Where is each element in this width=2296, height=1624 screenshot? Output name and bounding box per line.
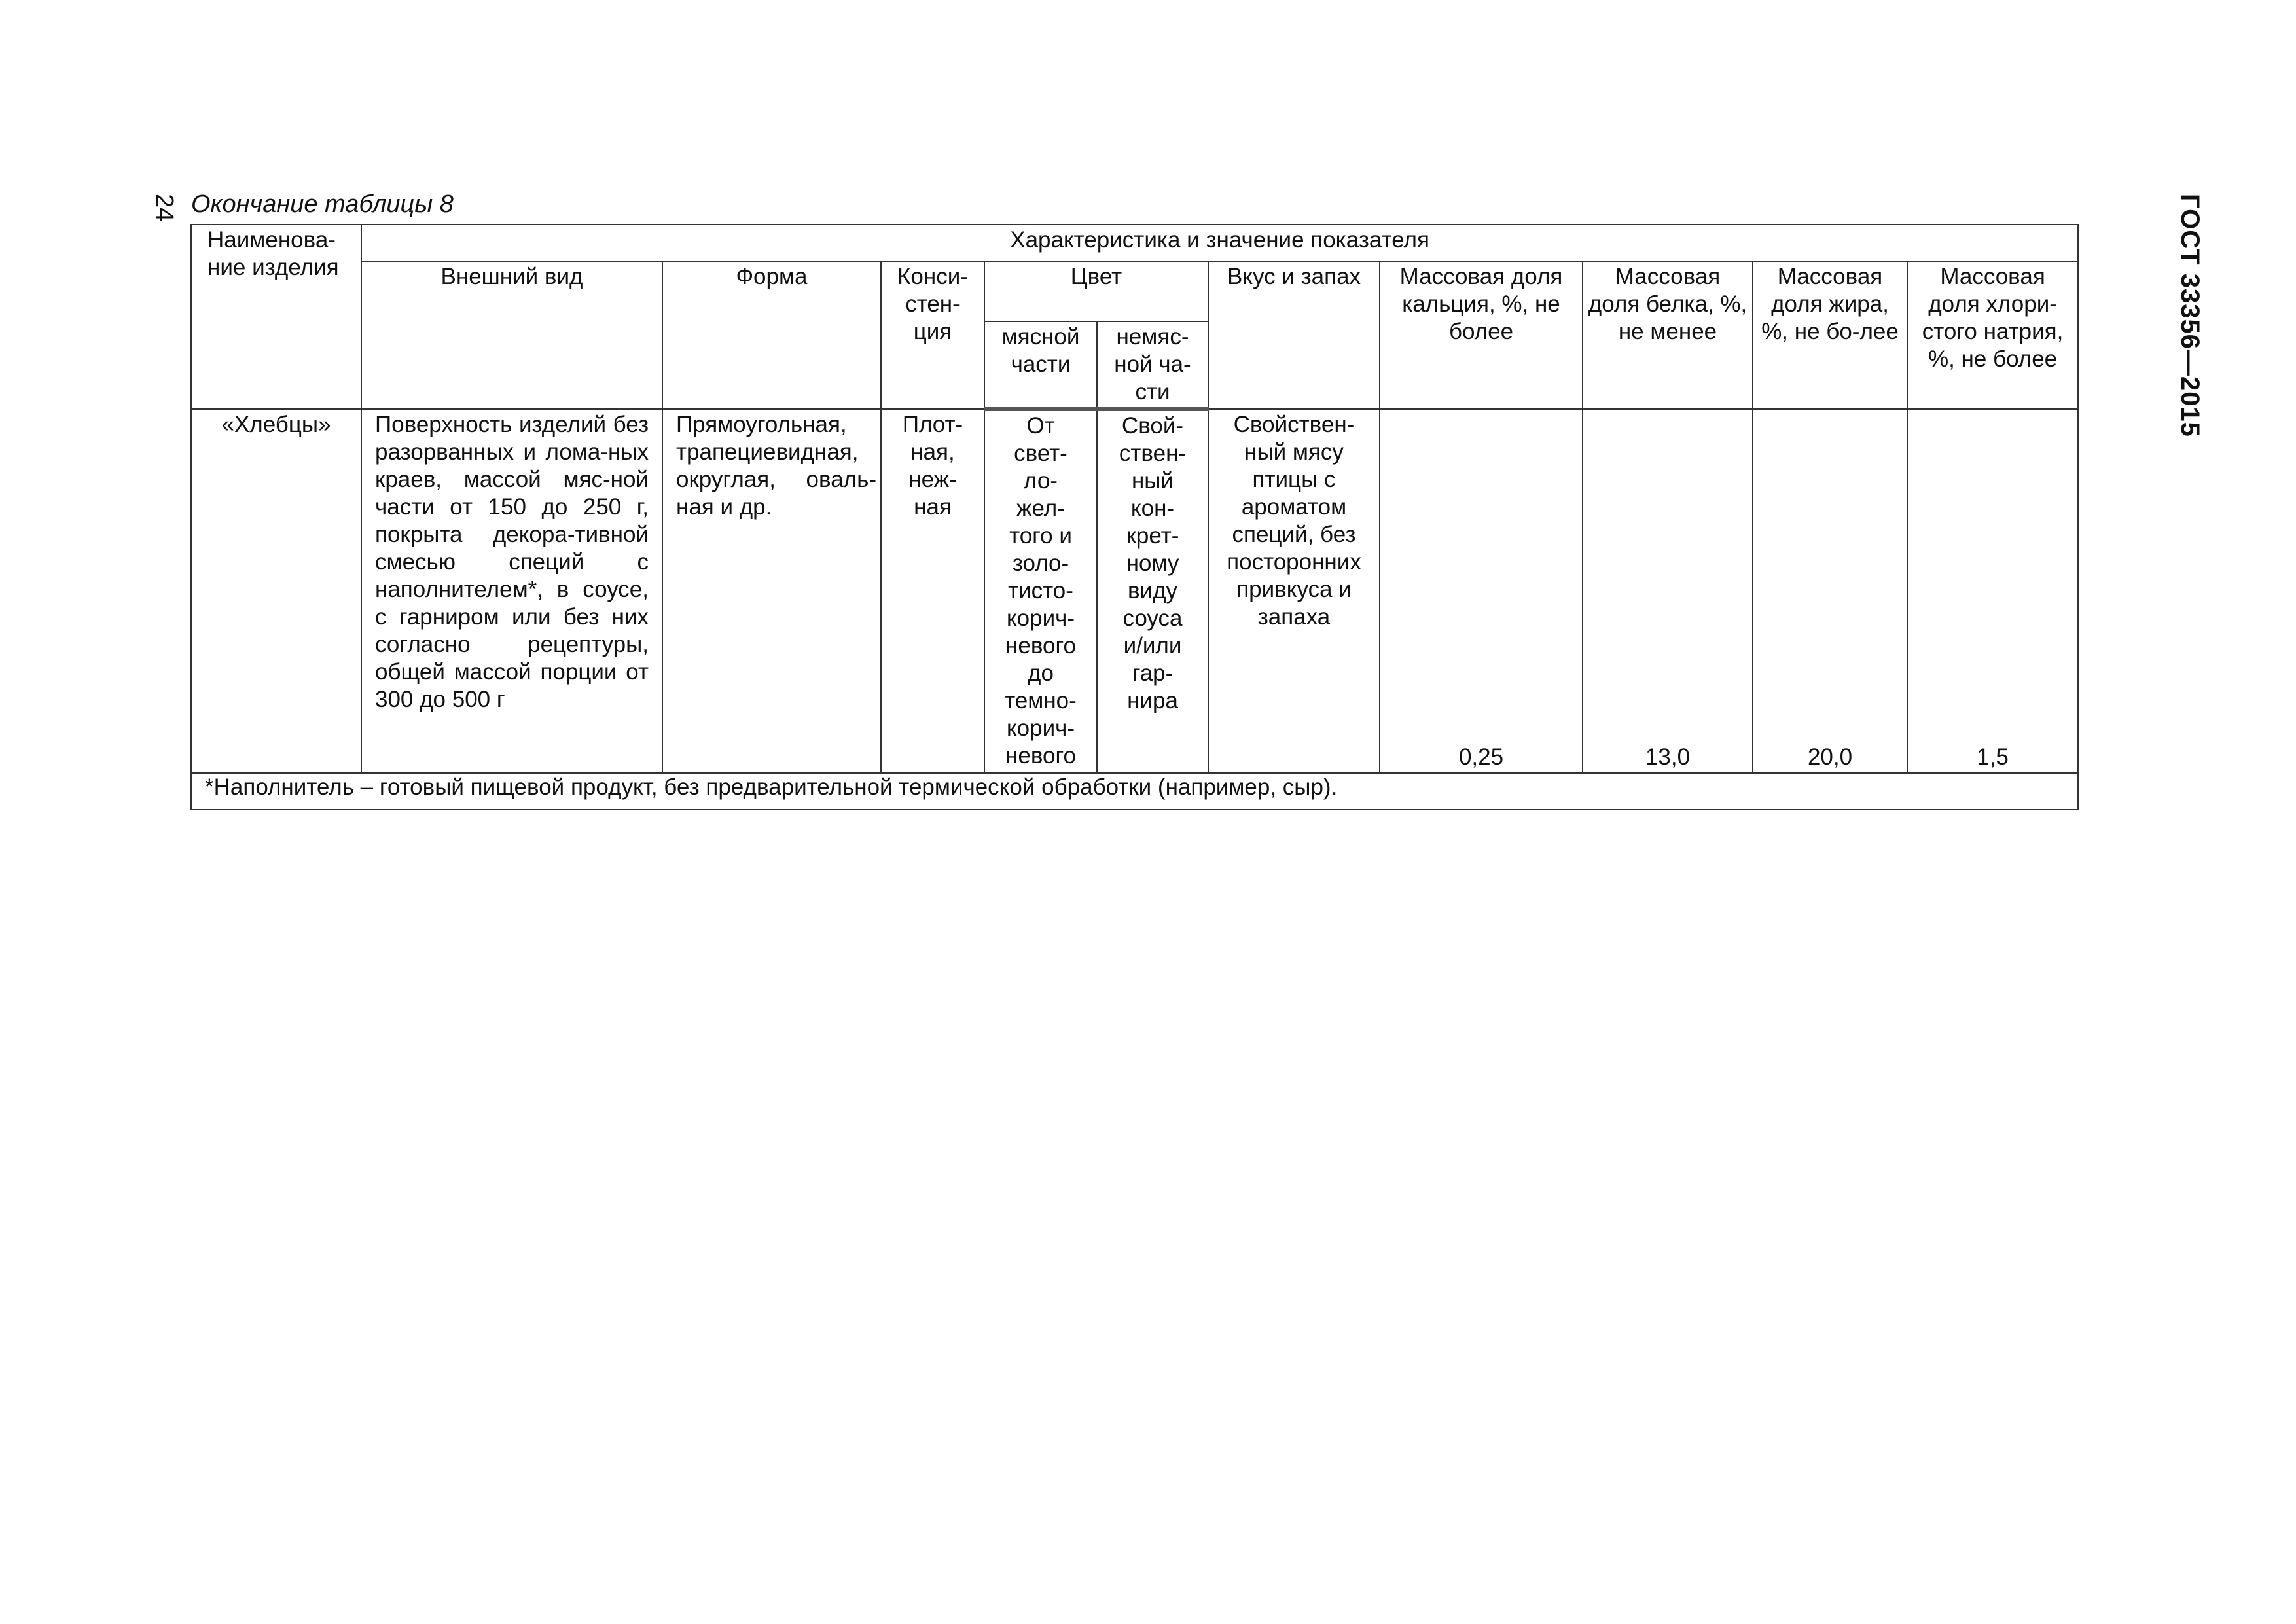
header-taste: Вкус и запах: [1208, 261, 1380, 409]
cell-product-name: «Хлебцы»: [191, 409, 361, 773]
cell-color-meat: От свет- ло- жел- того и золо- тисто- корич- невого до темно- корич- невого: [984, 409, 1097, 773]
header-salt: Массовая доля хлори-стого натрия, %, не более: [1907, 261, 2078, 409]
characteristics-table: [190, 224, 2079, 810]
cell-color-nonmeat: Свой- ствен- ный кон- крет- ному виду соуса и/или гар- нира: [1097, 409, 1208, 773]
cell-fat: 20,0: [1753, 409, 1907, 773]
header-shape: Форма: [662, 261, 881, 409]
cell-protein: 13,0: [1583, 409, 1753, 773]
header-row-1: [191, 225, 2078, 261]
document-code: ГОСТ 33356—2015: [2176, 194, 2204, 437]
table-caption: Окончание таблицы 8: [191, 190, 454, 218]
header-appearance: Внешний вид: [361, 261, 662, 409]
header-row-2: [191, 261, 2078, 321]
cell-calcium: 0,25: [1380, 409, 1583, 773]
header-calcium: Массовая доля кальция, %, не более: [1380, 261, 1583, 409]
header-characteristics-group: Характеристика и значение показателя: [361, 225, 2078, 261]
footnote-row: [191, 773, 2078, 810]
cell-salt: 1,5: [1907, 409, 2078, 773]
cell-consistency: Плот- ная, неж- ная: [881, 409, 984, 773]
header-protein: Массовая доля белка, %, не менее: [1583, 261, 1753, 409]
header-consistency: Конси- стен- ция: [881, 261, 984, 409]
page-number: 24: [151, 194, 178, 222]
cell-shape: Прямоугольная, трапециевидная, округлая, оваль-ная и др.: [662, 409, 881, 773]
header-product-name: Наименова- ние изделия: [191, 225, 361, 409]
header-color-meat: мясной части: [984, 321, 1097, 409]
cell-appearance: Поверхность изделий без разорванных и лома-ных краев, массой мяс-ной части от 150 до 250 г, покрыта декора-тивной смесью специй с наполнителем*, в соусе, с гарниром или без них согласно рецептуры, общей массой порции от 300 до 500 г: [361, 409, 662, 773]
table-footnote: *Наполнитель – готовый пищевой продукт, без предварительной термической обработки (например, сыр).: [191, 773, 2078, 810]
header-fat: Массовая доля жира, %, не бо-лее: [1753, 261, 1907, 409]
header-color: Цвет: [984, 261, 1208, 321]
cell-taste: Свойствен- ный мясу птицы с ароматом специй, без посторонних привкуса и запаха: [1208, 409, 1380, 773]
table-row: [191, 409, 2078, 773]
header-color-nonmeat: немяс- ной ча- сти: [1097, 321, 1208, 409]
